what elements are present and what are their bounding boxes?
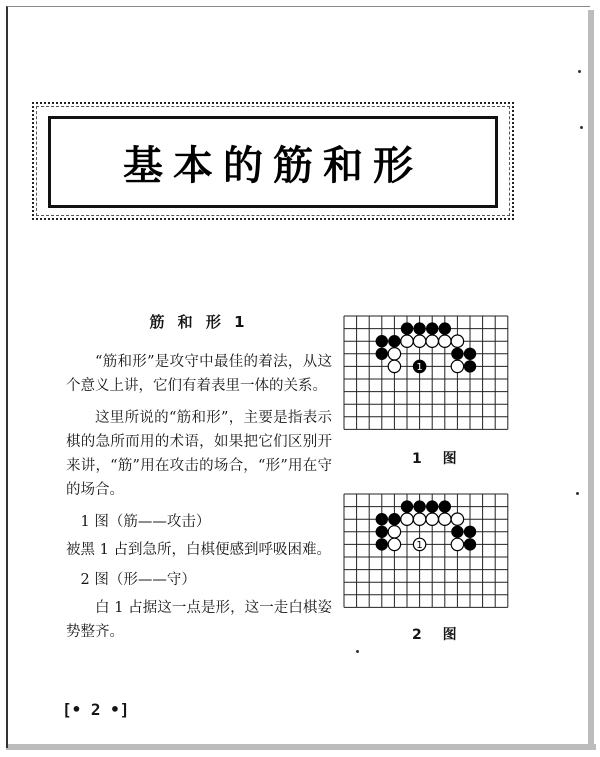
board-1-black-stone	[439, 322, 451, 334]
board-2-white-stone	[388, 526, 400, 538]
page-title: 基本的筋和形	[123, 142, 423, 189]
board-2-black-stone	[464, 526, 476, 538]
board-1-white-stone	[451, 360, 463, 372]
board-1-black-stone	[413, 322, 425, 334]
board-1-white-stone	[413, 335, 425, 347]
print-speck	[356, 650, 359, 653]
board-2-black-stone	[376, 526, 388, 538]
board-2-white-stone	[439, 513, 451, 525]
go-board-2	[340, 490, 520, 622]
board-2-black-stone	[413, 500, 425, 512]
paragraph-2: 这里所说的“筋和形”，主要是指表示棋的急所而用的术语，如果把它们区别开来讲，“筋”用在攻击的场合，“形”用在守的场合。	[66, 410, 332, 498]
page-number: [• 2 •]	[62, 700, 130, 719]
board-1-white-stone	[426, 335, 438, 347]
figure-1-caption: 1 图	[412, 451, 465, 467]
body-text	[66, 310, 332, 648]
figure-2-reference: 2 图（形——守）	[80, 572, 196, 588]
board-2-white-stone	[413, 513, 425, 525]
board-2-black-stone	[439, 500, 451, 512]
figure-2-description: 白 1 占据这一点是形，这一走白棋姿势整齐。	[66, 600, 332, 640]
board-1-white-stone	[388, 348, 400, 360]
section-heading: 筋 和 形 1	[149, 313, 249, 331]
go-board-2-diagram	[340, 490, 520, 622]
go-board-1-diagram	[340, 312, 520, 444]
board-1-black-stone	[376, 335, 388, 347]
board-2-white-stone	[388, 538, 400, 550]
board-2-stone-label: 1	[416, 539, 423, 551]
board-2-white-stone	[451, 513, 463, 525]
figure-2-caption: 2 图	[412, 627, 465, 643]
board-1-black-stone	[401, 322, 413, 334]
board-2-black-stone	[426, 500, 438, 512]
print-speck	[578, 70, 581, 73]
board-2-black-stone	[464, 538, 476, 550]
print-speck	[576, 492, 579, 495]
board-1-stone-label: 1	[416, 361, 423, 373]
board-2-black-stone	[451, 526, 463, 538]
board-2-black-stone	[376, 538, 388, 550]
board-1-black-stone	[426, 322, 438, 334]
board-1-white-stone	[439, 335, 451, 347]
figure-1-reference: 1 图（筋——攻击）	[80, 514, 211, 530]
board-1-white-stone	[401, 335, 413, 347]
board-1-black-stone	[464, 348, 476, 360]
paragraph-1: “筋和形”是攻守中最佳的着法，从这个意义上讲，它们有着表里一体的关系。	[66, 354, 332, 394]
board-1-black-stone	[464, 360, 476, 372]
title-banner	[48, 116, 498, 208]
figure-1-description: 被黑 1 占到急所，白棋便感到呼吸困难。	[66, 542, 331, 558]
board-1-black-stone	[451, 348, 463, 360]
board-2-black-stone	[376, 513, 388, 525]
board-1-white-stone	[451, 335, 463, 347]
board-1-black-stone	[376, 348, 388, 360]
board-1-black-stone	[388, 335, 400, 347]
board-2-white-stone	[401, 513, 413, 525]
board-2-white-stone	[426, 513, 438, 525]
go-board-1	[340, 312, 520, 444]
board-2-black-stone	[388, 513, 400, 525]
board-1-white-stone	[388, 360, 400, 372]
board-2-white-stone	[451, 538, 463, 550]
board-2-black-stone	[401, 500, 413, 512]
print-speck	[580, 126, 583, 129]
